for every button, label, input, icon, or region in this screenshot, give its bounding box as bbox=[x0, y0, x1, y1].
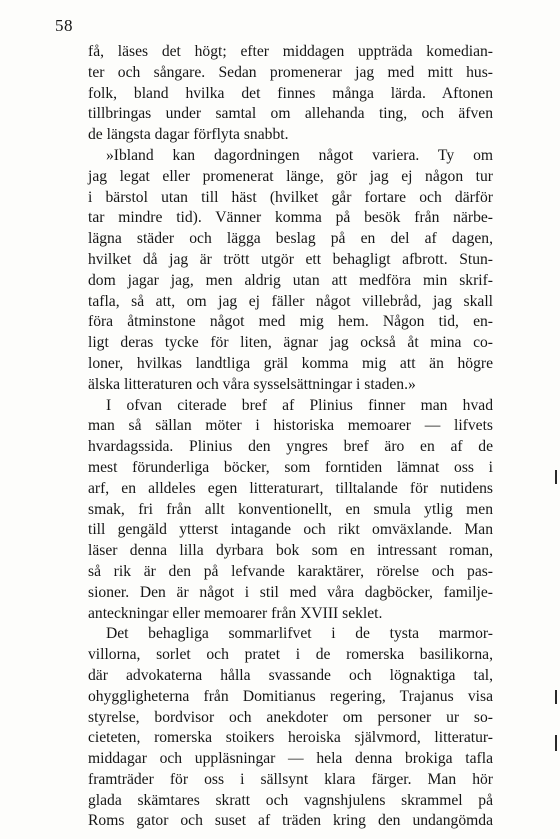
text-line: villorna, sorlet och pratet i de romerska basilikorna, bbox=[88, 646, 493, 664]
text-line: i bärstol utan till häst (hvilket går fortare och därför bbox=[88, 188, 493, 206]
page-edge-mark bbox=[555, 735, 557, 751]
page-edge-mark bbox=[555, 690, 557, 704]
text-line: läser denna lilla dyrbara bok som en intressant roman, bbox=[88, 542, 493, 560]
text-line: till gengäld ytterst intagande och rikt omväxlande. Man bbox=[88, 521, 493, 539]
text-line: anteckningar eller memoarer från XVIII seklet. bbox=[88, 604, 383, 622]
page-edge-mark bbox=[555, 470, 557, 484]
text-line: tafla, så att, om jag ej fäller något villebråd, jag skall bbox=[88, 292, 493, 310]
text-line: där advokaterna hålla svassande och lögnaktiga tal, bbox=[88, 666, 493, 684]
text-line: middagar och uppläsningar — hela denna brokiga tafla bbox=[88, 750, 493, 768]
text-line: hvilket då jag är trött utgör ett behagligt afbrott. Stun- bbox=[88, 250, 493, 268]
text-line: smak, fri från allt konventionellt, en smula ytlig men bbox=[88, 500, 493, 518]
text-line: tillbringas under samtal om allehanda ting, och äfven bbox=[88, 105, 493, 123]
text-line: hvardagssida. Plinius den yngres bref äro en af de bbox=[88, 438, 493, 456]
text-line: så rik är den på lefvande karaktärer, rörelse och pas- bbox=[88, 562, 493, 580]
text-line: få, läses det högt; efter middagen uppträda komedian- bbox=[88, 43, 493, 60]
text-line: tar mindre tid). Vänner komma på besök från närbe- bbox=[88, 209, 493, 227]
text-line: man så sällan möter i historiska memoarer — lifvets bbox=[88, 417, 493, 435]
text-line: jag legat eller promenerat länge, gör jag ej någon tur bbox=[88, 167, 493, 185]
text-line: ligt deras tycke för liten, ägnar jag också åt mina co- bbox=[88, 334, 493, 352]
text-line: styrelse, bordvisor och anekdoter om personer ur so- bbox=[88, 708, 493, 726]
text-line: Roms gator och suset af träden kring den undangömda bbox=[88, 812, 493, 830]
text-line: glada skämtares skratt och vagnshjulens skrammel på bbox=[88, 791, 493, 809]
text-line: »Ibland kan dagordningen något variera. Ty om bbox=[106, 146, 493, 164]
text-line: loner, hvilkas landtliga gräl komma mig att än högre bbox=[88, 354, 493, 372]
text-line: de längsta dagar förflyta snabbt. bbox=[88, 126, 289, 144]
text-line: ohyggligheterna från Domitianus regering, Trajanus visa bbox=[88, 687, 493, 705]
page-number: 58 bbox=[55, 16, 73, 35]
text-line: I ofvan citerade bref af Plinius finner man hvad bbox=[106, 396, 493, 414]
text-line: folk, bland hvilka det finnes många lärda. Aftonen bbox=[88, 84, 493, 102]
text-line: framträder för oss i sällsynt klara färger. Man hör bbox=[88, 770, 493, 788]
body-text bbox=[88, 42, 493, 832]
text-line: lägna städer och lägga beslag på en del af dagen, bbox=[88, 230, 493, 248]
text-line: mest förunderliga böcker, som forntiden lämnat oss i bbox=[88, 458, 493, 476]
text-line: dom jagar jag, men aldrig utan att medföra min skrif- bbox=[88, 271, 493, 289]
text-line: Det behagliga sommarlifvet i de tysta marmor- bbox=[106, 625, 493, 643]
text-line: arf, en alldeles egen litteraturart, tilltalande för nutidens bbox=[88, 479, 493, 497]
text-line: föra åtminstone något med mig hem. Någon tid, en- bbox=[88, 313, 493, 331]
text-line: ter och sångare. Sedan promenerar jag med mitt hus- bbox=[88, 63, 493, 81]
text-line: cieteten, romerska stoikers heroiska självmord, litteratur- bbox=[88, 729, 493, 747]
text-line: älska litteraturen och våra sysselsättningar i staden.» bbox=[88, 375, 416, 393]
text-line: sioner. Den är något i stil med våra dagböcker, familje- bbox=[88, 583, 493, 601]
